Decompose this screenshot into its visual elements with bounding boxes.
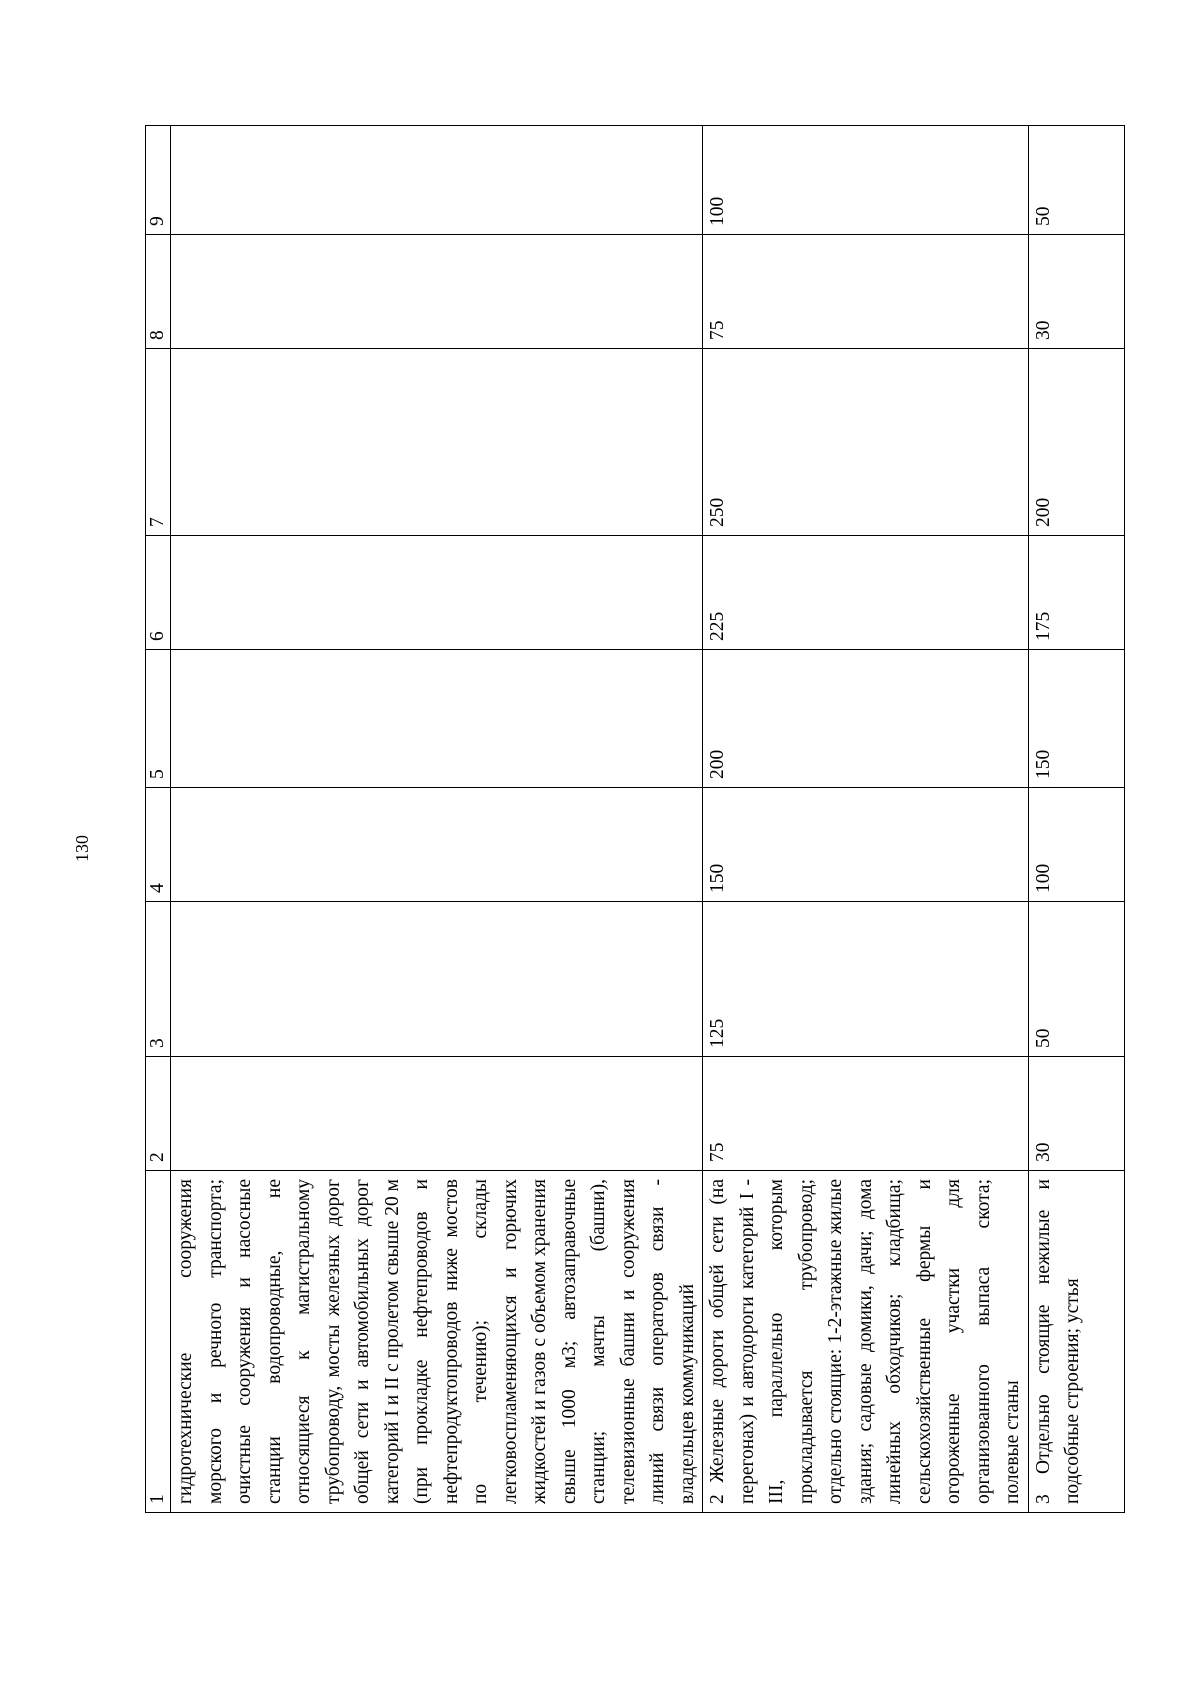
row-value: 150: [1028, 650, 1124, 788]
row-description: 3 Отдельно стоящие нежилые и подсобные строения; устья: [1028, 1171, 1124, 1513]
column-header-9: 9: [146, 126, 171, 235]
column-header-1: 1: [146, 1171, 171, 1513]
row-description: гидротехнические сооружения морского и речного транспорта; очистные сооружения и насосные станции водопроводные, не относящиеся к магистральному трубопроводу, мосты железных дорог общей сети и автомобильных дорог категорий I и II с пролетом свыше 20 м (при прокладке нефтепроводов и нефтепродуктопроводов ниже мостов по течению); склады легковоспламеняющихся и горючих жидкостей и газов с объемом хранения свыше 1000 м3; автозаправочные станции; мачты (башни), телевизионные башни и сооружения линий связи операторов связи - владельцев коммуникаций: [171, 1171, 703, 1513]
row-value: 100: [1028, 788, 1124, 902]
row-value: 225: [703, 536, 1029, 650]
table-row: [1028, 126, 1124, 1513]
column-header-2: 2: [146, 1057, 171, 1171]
row-value: [171, 1057, 703, 1171]
column-header-4: 4: [146, 788, 171, 902]
row-value: [171, 235, 703, 349]
page-number-text: 130: [71, 834, 92, 862]
row-value: 200: [703, 650, 1029, 788]
column-header-7: 7: [146, 349, 171, 536]
row-value: [171, 902, 703, 1057]
row-value: 250: [703, 349, 1029, 536]
row-value: 150: [703, 788, 1029, 902]
row-value: [171, 650, 703, 788]
column-header-3: 3: [146, 902, 171, 1057]
row-value: [171, 536, 703, 650]
row-value: [171, 349, 703, 536]
row-value: 200: [1028, 349, 1124, 536]
table-header-row: [146, 126, 171, 1513]
row-value: [171, 788, 703, 902]
row-value: [171, 126, 703, 235]
table-row: [171, 126, 703, 1513]
row-value: 100: [703, 126, 1029, 235]
row-value: 50: [1028, 126, 1124, 235]
row-description: 2 Железные дороги общей сети (на перегонах) и автодороги категорий I - III, параллельно которым прокладывается трубопровод; отдельно стоящие: 1-2-этажные жилые здания; садовые домики, дачи; дома линейных обходчиков; кладбища; сельскохозяйственные фермы и огороженные участки для организованного выпаса скота; полевые станы: [703, 1171, 1029, 1513]
column-header-8: 8: [146, 235, 171, 349]
table-row: [703, 126, 1029, 1513]
column-header-6: 6: [146, 536, 171, 650]
row-value: 125: [703, 902, 1029, 1057]
row-value: 175: [1028, 536, 1124, 650]
rotated-table-container: [145, 126, 1085, 1513]
distance-norms-table: [145, 125, 1125, 1513]
row-value: 50: [1028, 902, 1124, 1057]
row-value: 75: [703, 1057, 1029, 1171]
row-value: 30: [1028, 235, 1124, 349]
row-value: 30: [1028, 1057, 1124, 1171]
column-header-5: 5: [146, 650, 171, 788]
page-number: [70, 828, 94, 868]
row-value: 75: [703, 235, 1029, 349]
